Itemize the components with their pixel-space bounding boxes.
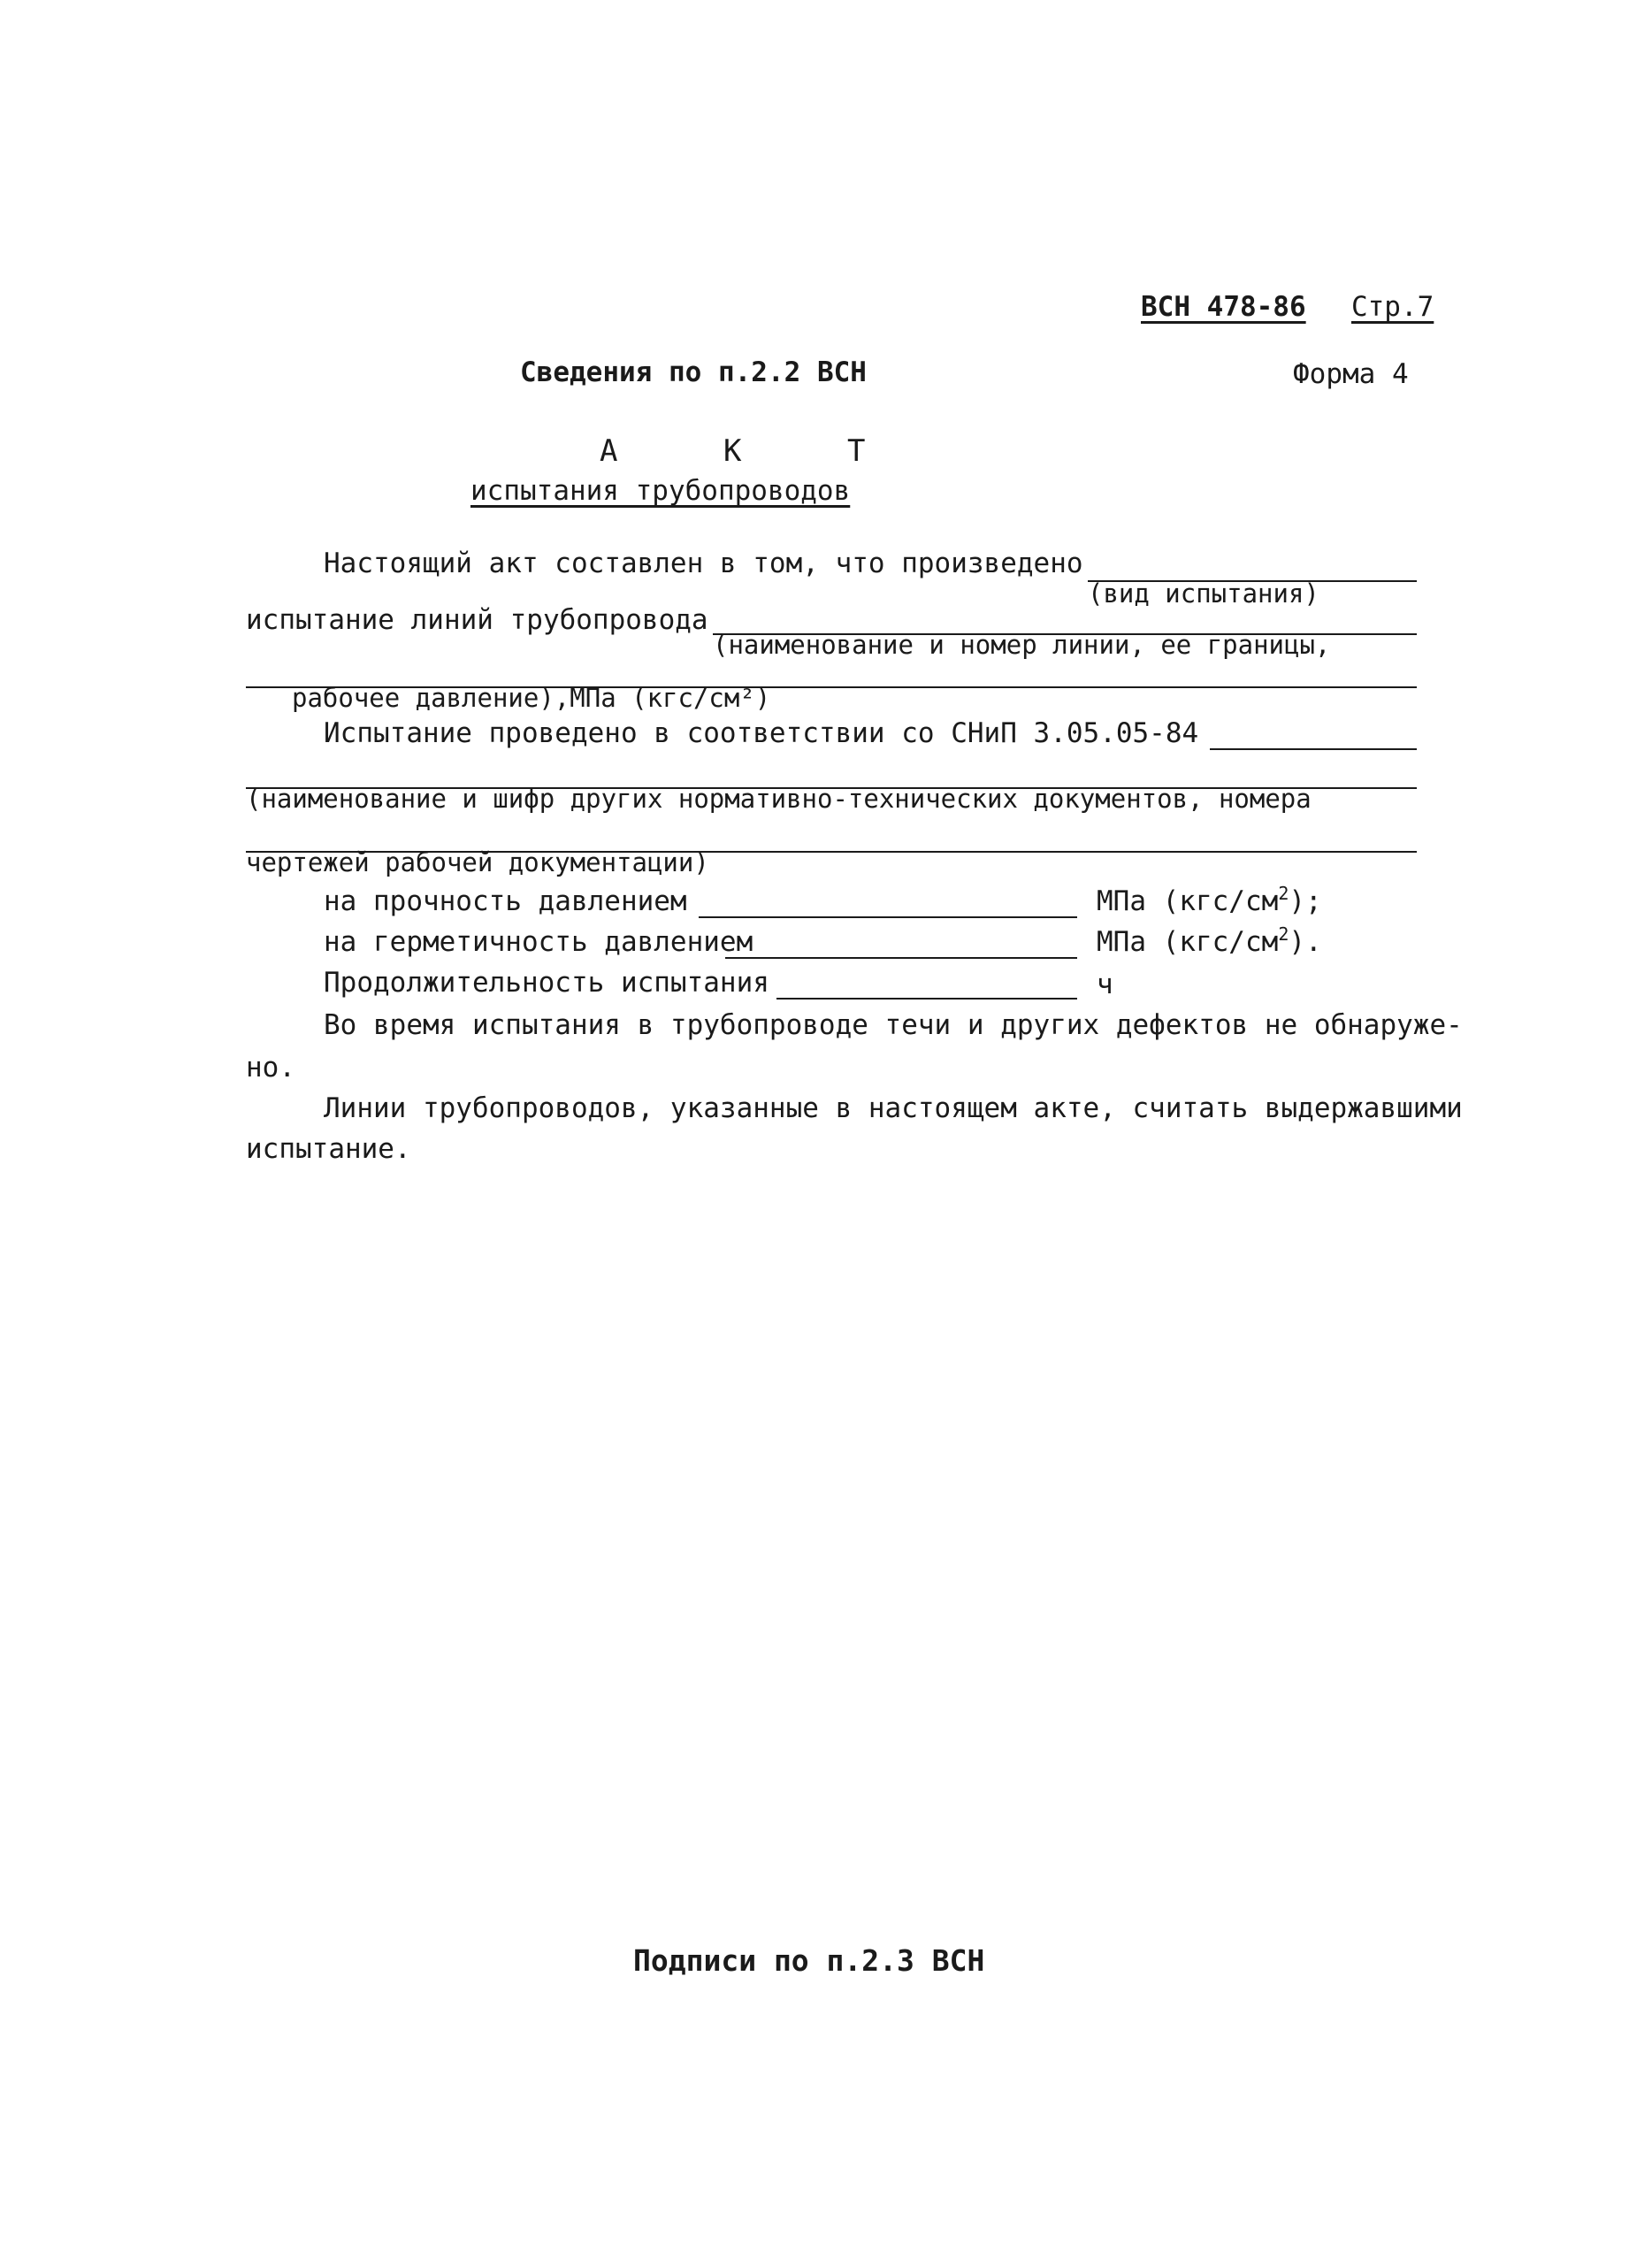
title-letter-a: А bbox=[600, 433, 618, 469]
norm-docs-caption: (наименование и шифр других нормативно-технических документов, номера bbox=[246, 784, 1312, 814]
conclusion-text-2: испытание. bbox=[246, 1133, 411, 1165]
drawings-caption: чертежей рабочей документации) bbox=[246, 847, 709, 877]
test-type-caption: (вид испытания) bbox=[1088, 578, 1319, 609]
working-pressure-caption: рабочее давление),МПа (кгс/см²) bbox=[292, 683, 771, 713]
page-number: Стр.7 bbox=[1350, 291, 1434, 323]
info-reference: Сведения по п.2.2 ВСН bbox=[520, 356, 867, 388]
strength-label: на прочность давлением bbox=[324, 885, 687, 917]
intro-text: Настоящий акт составлен в том, что произведено bbox=[324, 548, 1083, 579]
duration-unit: ч bbox=[1097, 969, 1113, 1000]
strength-unit: МПа $(кгс/см^2)$; bbox=[1097, 883, 1322, 917]
defects-text-2: но. bbox=[246, 1052, 295, 1084]
pipeline-test-text: испытание линий трубопровода bbox=[246, 604, 708, 636]
defects-text-1: Во время испытания в трубопроводе течи и других дефектов не обнаруже- bbox=[324, 1009, 1463, 1041]
tightness-label: на герметичность давлением bbox=[324, 926, 753, 958]
tightness-unit: МПа $(кгс/см^2)$. bbox=[1097, 923, 1322, 958]
document-title bbox=[600, 433, 883, 469]
duration-field[interactable] bbox=[776, 998, 1077, 1000]
tightness-pressure-field[interactable] bbox=[725, 957, 1077, 959]
title-letter-k: К bbox=[723, 433, 742, 469]
strength-pressure-field[interactable] bbox=[699, 916, 1077, 918]
signatures-reference: Подписи по п.2.3 ВСН bbox=[633, 1943, 985, 1978]
standard-text: Испытание проведено в соответствии со СНиП 3.05.05-84 bbox=[324, 717, 1199, 749]
title-letter-t: Т bbox=[847, 433, 866, 469]
doc-reference bbox=[1141, 290, 1434, 324]
conclusion-text-1: Линии трубопроводов, указанные в настоящем акте, считать выдержавшими bbox=[324, 1092, 1463, 1124]
form-number: Форма 4 bbox=[1293, 358, 1409, 390]
standard-field[interactable] bbox=[1210, 748, 1417, 750]
duration-label: Продолжительность испытания bbox=[324, 967, 769, 999]
doc-code: ВСН 478-86 bbox=[1141, 291, 1306, 323]
pipeline-line-caption: (наименование и номер линии, ее границы, bbox=[713, 630, 1331, 660]
document-subtitle: испытания трубопроводов bbox=[470, 475, 851, 507]
